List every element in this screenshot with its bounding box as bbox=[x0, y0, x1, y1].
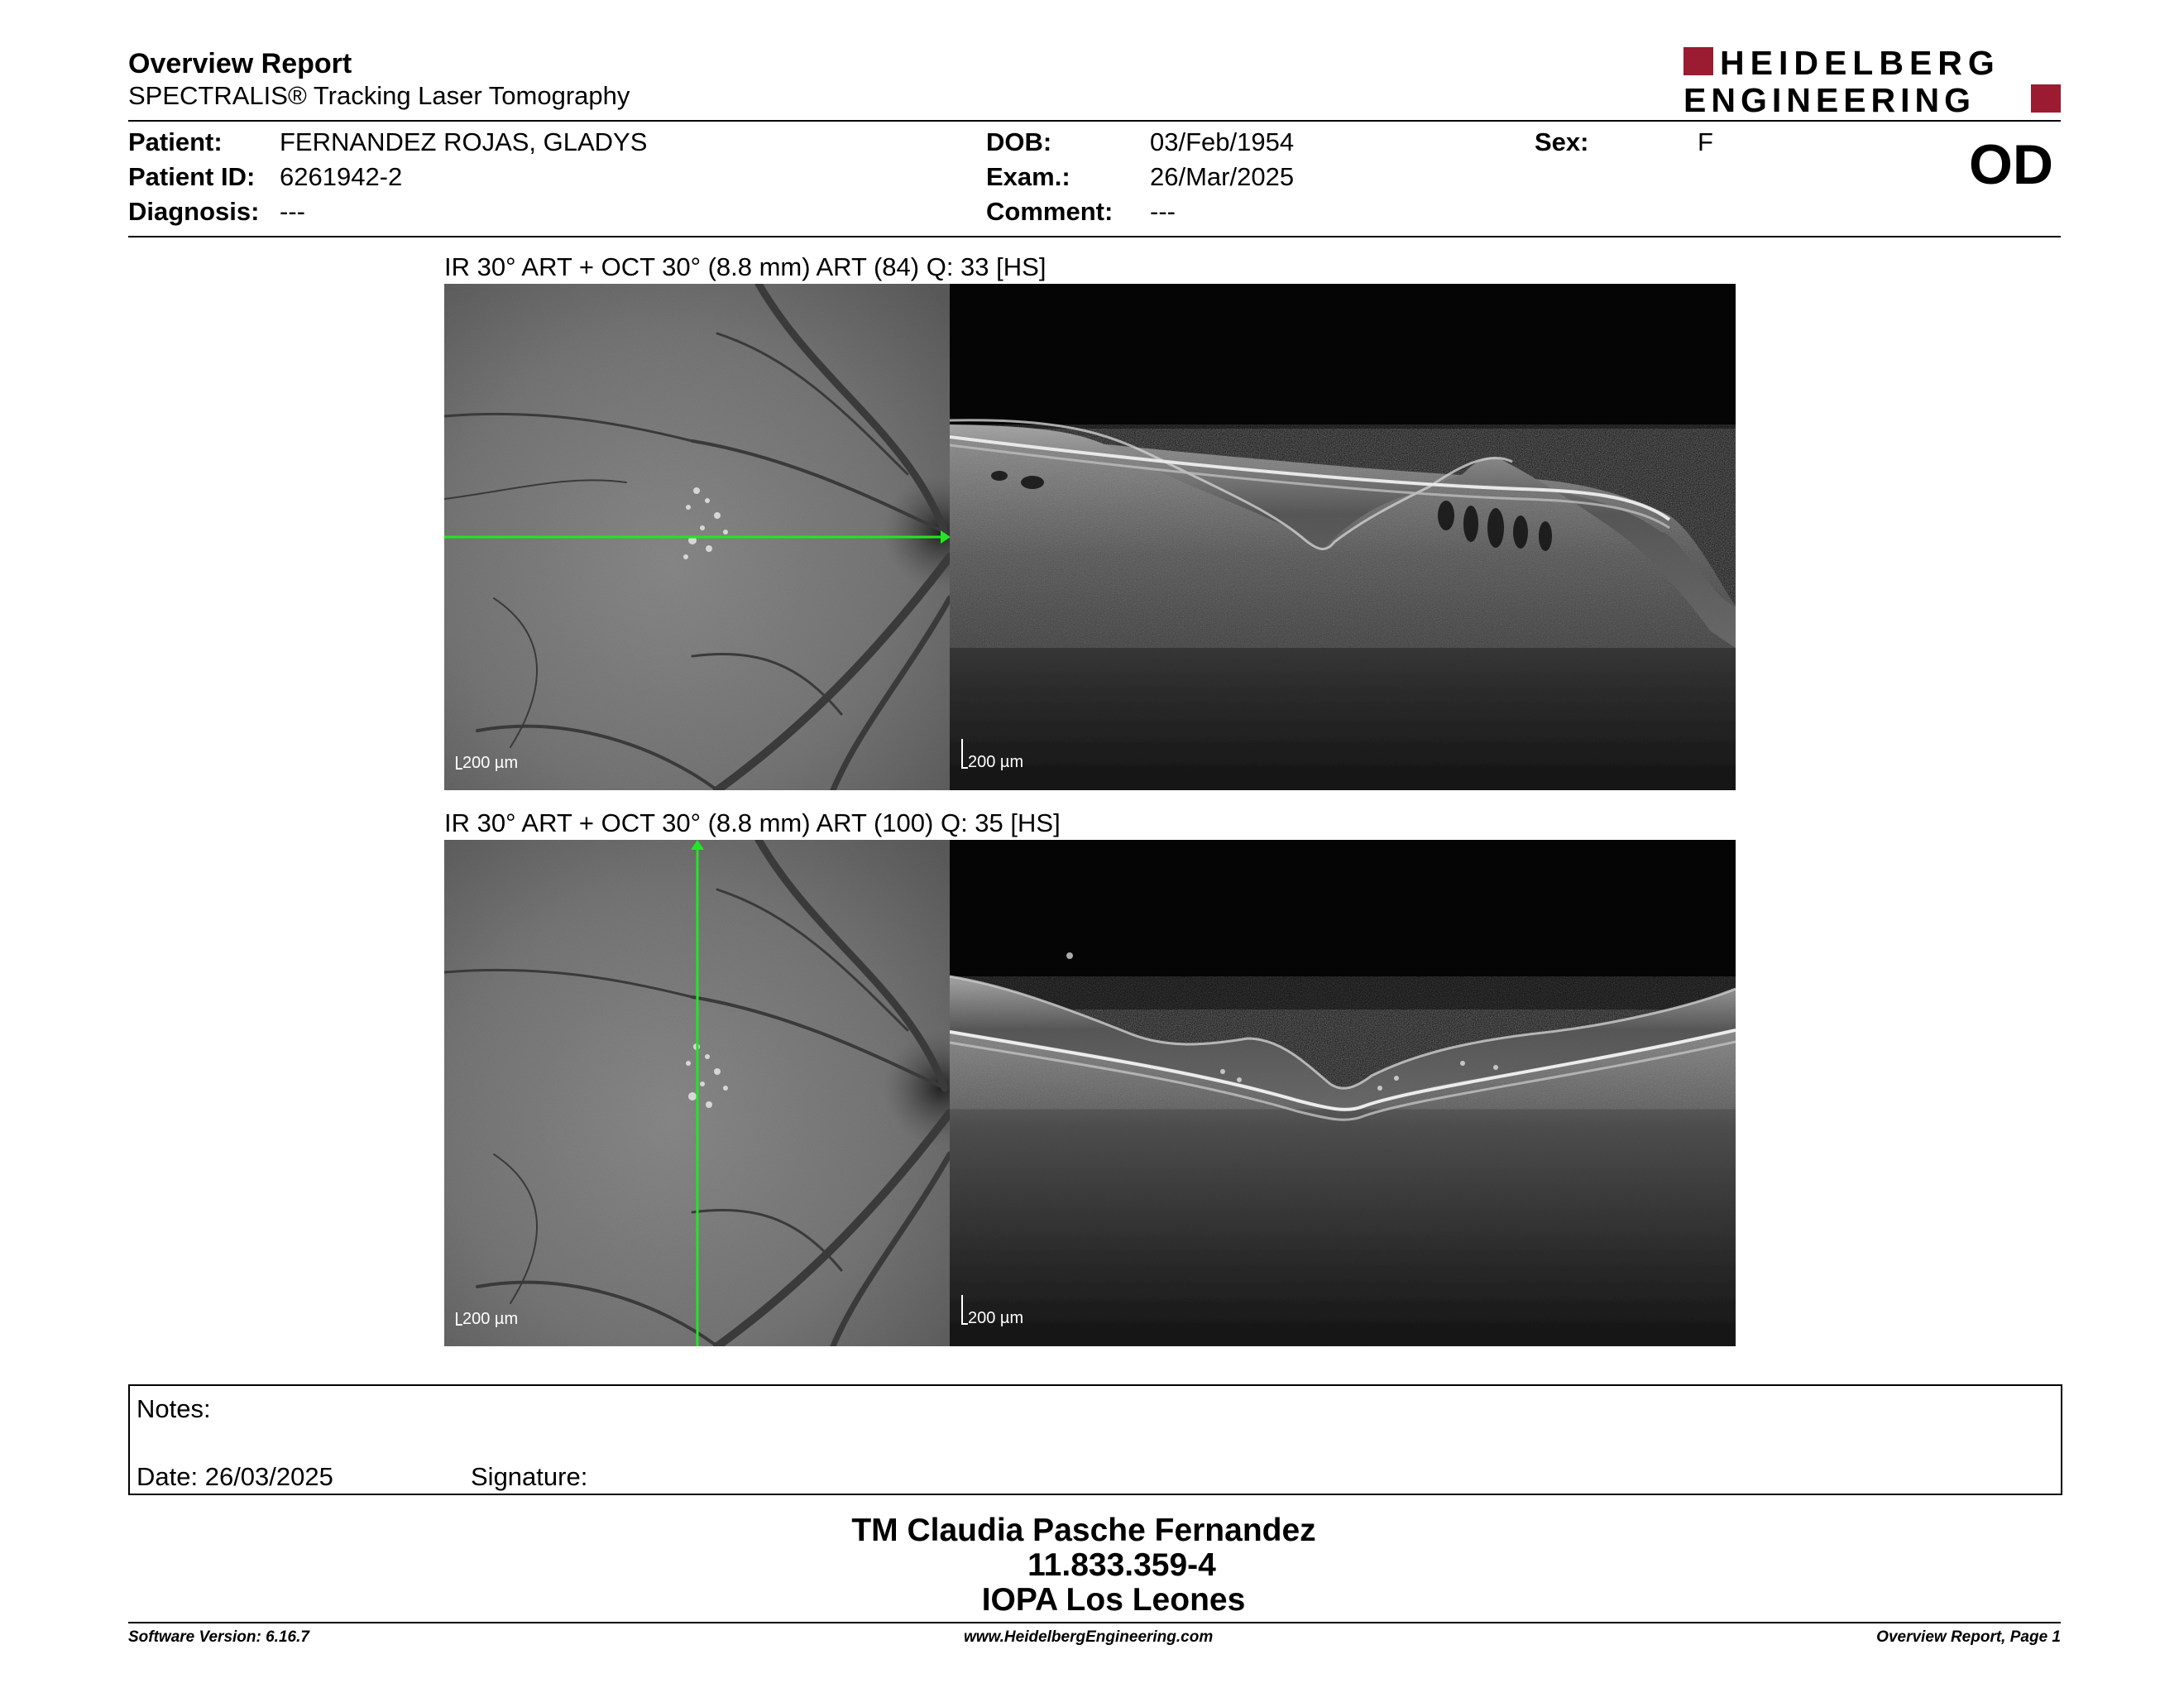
scan-1-fundus-scalebar: 200 µm bbox=[456, 754, 518, 773]
comment-label: Comment: bbox=[986, 197, 1114, 226]
patient-name: FERNANDEZ ROJAS, GLADYS bbox=[280, 127, 648, 156]
website-link[interactable]: www.HeidelbergEngineering.com bbox=[964, 1628, 1214, 1646]
report-title: Overview Report bbox=[128, 48, 352, 79]
scan-1-fundus-image[interactable] bbox=[444, 284, 950, 790]
operator-id: 11.833.359-4 bbox=[1027, 1547, 1216, 1583]
exam-label: Exam.: bbox=[986, 162, 1070, 191]
exam-value: 26/Mar/2025 bbox=[1150, 162, 1295, 191]
heidelberg-logo bbox=[1684, 46, 2061, 117]
dob-label: DOB: bbox=[986, 127, 1052, 156]
diagnosis-label: Diagnosis: bbox=[128, 197, 260, 226]
patient-label: Patient: bbox=[128, 127, 223, 156]
notes-label: Notes: bbox=[136, 1394, 211, 1423]
sex-label: Sex: bbox=[1535, 127, 1589, 156]
scan-1-title: IR 30° ART + OCT 30° (8.8 mm) ART (84) Q: 33 [HS] bbox=[444, 252, 1046, 281]
scan-1-oct-bscan[interactable] bbox=[950, 284, 1736, 790]
logo-square-top bbox=[1684, 47, 1713, 75]
software-version: Software Version: 6.16.7 bbox=[128, 1628, 309, 1646]
header-divider bbox=[128, 120, 2061, 122]
logo-line2: ENGINEERING bbox=[1684, 81, 1976, 117]
logo-square-bottom bbox=[2031, 84, 2061, 113]
scan-2-oct-bscan[interactable] bbox=[950, 840, 1736, 1346]
diagnosis-value: --- bbox=[280, 197, 305, 226]
scalebar-icon bbox=[961, 1295, 968, 1325]
notes-box[interactable] bbox=[128, 1384, 2062, 1495]
clinic-name: IOPA Los Leones bbox=[981, 1582, 1246, 1618]
logo-line1: HEIDELBERG bbox=[1720, 46, 2000, 82]
scalebar-icon bbox=[961, 739, 968, 769]
date-label: Date: 26/03/2025 bbox=[136, 1462, 333, 1491]
eye-indicator: OD bbox=[1969, 133, 2053, 196]
scan-1-oct-scalebar: 200 µm bbox=[961, 739, 1023, 772]
scan-2-oct-scalebar: 200 µm bbox=[961, 1295, 1023, 1328]
scalebar-icon bbox=[456, 1312, 462, 1326]
report-subtitle: SPECTRALIS® Tracking Laser Tomography bbox=[128, 81, 630, 110]
comment-value: --- bbox=[1150, 197, 1176, 226]
info-divider bbox=[128, 236, 2061, 237]
page-number: Overview Report, Page 1 bbox=[1876, 1628, 2061, 1646]
scan-2-fundus-image[interactable] bbox=[444, 840, 950, 1346]
footer-divider bbox=[128, 1622, 2061, 1623]
signature-label: Signature: bbox=[471, 1462, 588, 1491]
scan-2-title: IR 30° ART + OCT 30° (8.8 mm) ART (100) Q: 35 [HS] bbox=[444, 808, 1061, 837]
sex-value: F bbox=[1698, 127, 1713, 156]
scan-2-fundus-scalebar: 200 µm bbox=[456, 1310, 518, 1329]
operator-name: TM Claudia Pasche Fernandez bbox=[851, 1513, 1316, 1548]
patient-id-label: Patient ID: bbox=[128, 162, 256, 191]
patient-id: 6261942-2 bbox=[280, 162, 403, 191]
dob-value: 03/Feb/1954 bbox=[1150, 127, 1295, 156]
scalebar-icon bbox=[456, 756, 462, 770]
